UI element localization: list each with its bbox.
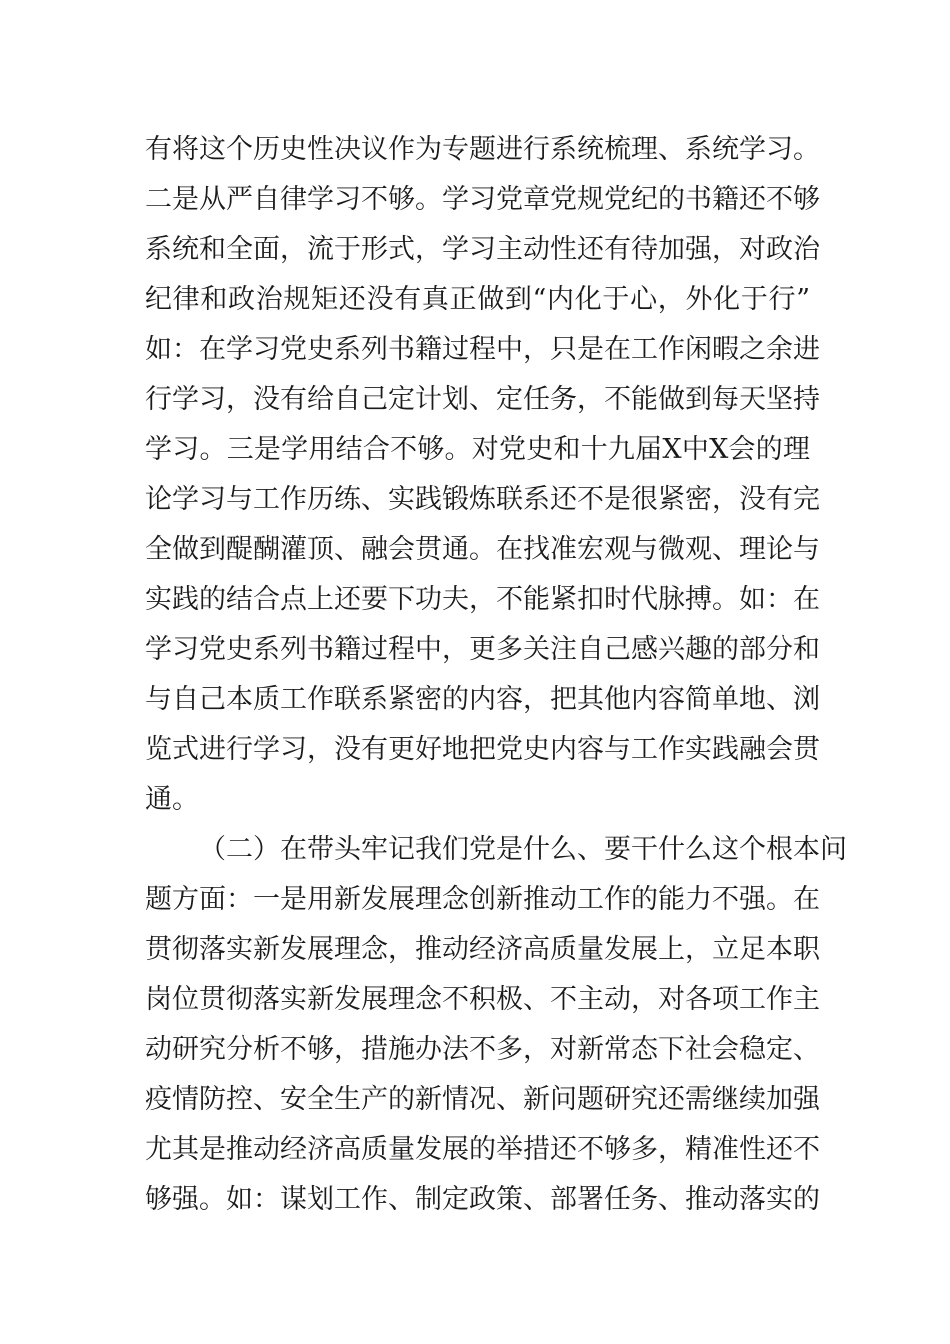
text-line: 学习党史系列书籍过程中，更多关注自己感兴趣的部分和 <box>145 634 820 665</box>
text-line: 贯彻落实新发展理念，推动经济高质量发展上，立足本职 <box>145 934 820 965</box>
text-line: 动研究分析不够，措施办法不多，对新常态下社会稳定、 <box>145 1034 820 1065</box>
text-line: 如：在学习党史系列书籍过程中，只是在工作闲暇之余进 <box>145 334 820 365</box>
text-line: 有将这个历史性决议作为专题进行系统梳理、系统学习。 <box>145 134 820 165</box>
text-line: 论学习与工作历练、实践锻炼联系还不是很紧密，没有完 <box>145 484 820 515</box>
text-line: 与自己本质工作联系紧密的内容，把其他内容简单地、浏 <box>145 684 820 715</box>
text-line: 行学习，没有给自己定计划、定任务，不能做到每天坚持 <box>145 384 820 415</box>
text-line: 学习。三是学用结合不够。对党史和十九届X中X会的理 <box>145 434 810 465</box>
text-line: 题方面：一是用新发展理念创新推动工作的能力不强。在 <box>145 884 820 915</box>
text-line: 览式进行学习，没有更好地把党史内容与工作实践融会贯 <box>145 734 820 765</box>
text-line: 系统和全面，流于形式，学习主动性还有待加强，对政治 <box>145 234 820 265</box>
text-line: 岗位贯彻落实新发展理念不积极、不主动，对各项工作主 <box>145 984 820 1015</box>
text-line: 疫情防控、安全生产的新情况、新问题研究还需继续加强 <box>145 1084 820 1115</box>
text-line: 实践的结合点上还要下功夫，不能紧扣时代脉搏。如：在 <box>145 584 820 615</box>
text-line: 二是从严自律学习不够。学习党章党规党纪的书籍还不够 <box>145 184 820 215</box>
text-line: 全做到醍醐灌顶、融会贯通。在找准宏观与微观、理论与 <box>145 534 820 565</box>
text-line: 够强。如：谋划工作、制定政策、部署任务、推动落实的 <box>145 1184 820 1215</box>
paragraph-heading-line: （二）在带头牢记我们党是什么、要干什么这个根本问 <box>199 834 847 865</box>
text-line: 尤其是推动经济高质量发展的举措还不够多，精准性还不 <box>145 1134 820 1165</box>
text-line: 通。 <box>145 784 199 815</box>
text-line: 纪律和政治规矩还没有真正做到“内化于心，外化于行” <box>145 284 810 315</box>
